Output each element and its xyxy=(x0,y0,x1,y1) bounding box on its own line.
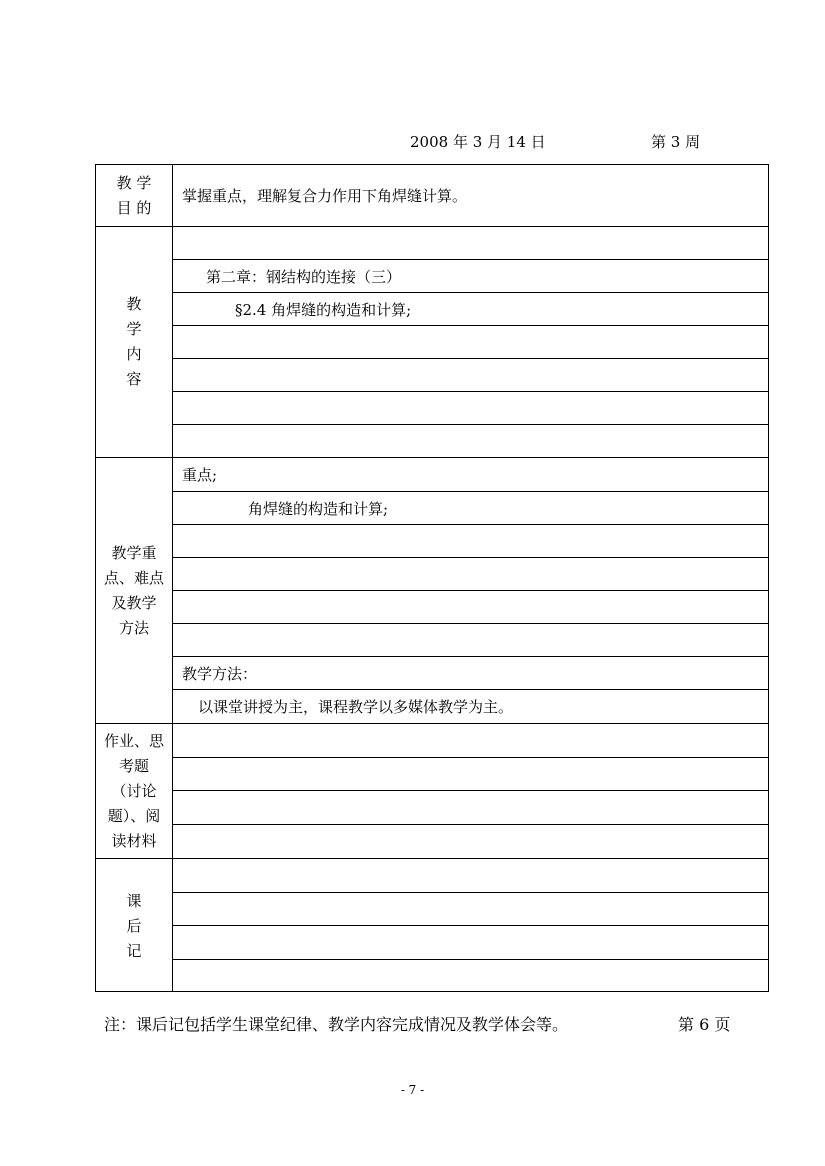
keypoint-text: 角焊缝的构造和计算; xyxy=(248,499,389,518)
afterclass-label xyxy=(96,859,172,993)
content-row xyxy=(173,359,768,392)
page-label: 第 6 页 xyxy=(678,1015,731,1034)
page-number: - 7 - xyxy=(400,1083,425,1097)
purpose-label-text: 教 学 目 的 xyxy=(116,173,152,217)
keypoints-row xyxy=(173,657,768,690)
date-header: 2008 年 3 月 14 日 xyxy=(410,133,546,151)
keypoints-row xyxy=(173,591,768,624)
homework-label xyxy=(96,724,172,859)
afterclass-row xyxy=(173,960,768,993)
content-row xyxy=(173,260,768,293)
homework-row xyxy=(173,724,768,758)
content-label-text: 教 学 内 容 xyxy=(126,295,142,388)
keypoints-row xyxy=(173,492,768,525)
keypoint-heading: 重点; xyxy=(182,466,218,484)
lesson-plan-table xyxy=(95,164,769,992)
keypoints-label xyxy=(96,458,172,724)
method-heading: 教学方法： xyxy=(182,664,258,683)
keypoints-row xyxy=(173,690,768,724)
homework-row xyxy=(173,791,768,825)
content-row xyxy=(173,425,768,458)
content-row xyxy=(173,293,768,326)
afterclass-label-text: 课 后 记 xyxy=(126,891,142,960)
content-row xyxy=(173,392,768,425)
content-row xyxy=(173,326,768,359)
content-row xyxy=(173,227,768,260)
afterclass-row xyxy=(173,926,768,960)
homework-label-text: 作业、思 考题 （讨论 题）、阅 读材料 xyxy=(103,731,164,850)
afterclass-row xyxy=(173,893,768,926)
keypoints-row xyxy=(173,458,768,492)
label-column xyxy=(96,165,173,991)
homework-row xyxy=(173,758,768,791)
chapter-title: 第二章：钢结构的连接（三） xyxy=(206,267,402,286)
section-title: §2.4 角焊缝的构造和计算; xyxy=(235,300,412,319)
purpose-row xyxy=(173,165,768,227)
content-column xyxy=(173,165,768,991)
afterclass-row xyxy=(173,859,768,893)
week-header: 第 3 周 xyxy=(651,133,701,151)
keypoints-label-text: 教学重 点、难点 及教学 方法 xyxy=(103,543,164,637)
keypoints-row xyxy=(173,525,768,558)
method-text: 以课堂讲授为主，课程教学以多媒体教学为主。 xyxy=(198,698,514,716)
homework-row xyxy=(173,825,768,859)
purpose-text: 掌握重点，理解复合力作用下角焊缝计算。 xyxy=(182,187,468,205)
keypoints-row xyxy=(173,558,768,591)
purpose-label xyxy=(96,165,172,227)
keypoints-row xyxy=(173,624,768,657)
footnote: 注：课后记包括学生课堂纪律、教学内容完成情况及教学体会等。 xyxy=(104,1015,569,1034)
content-label xyxy=(96,227,172,458)
